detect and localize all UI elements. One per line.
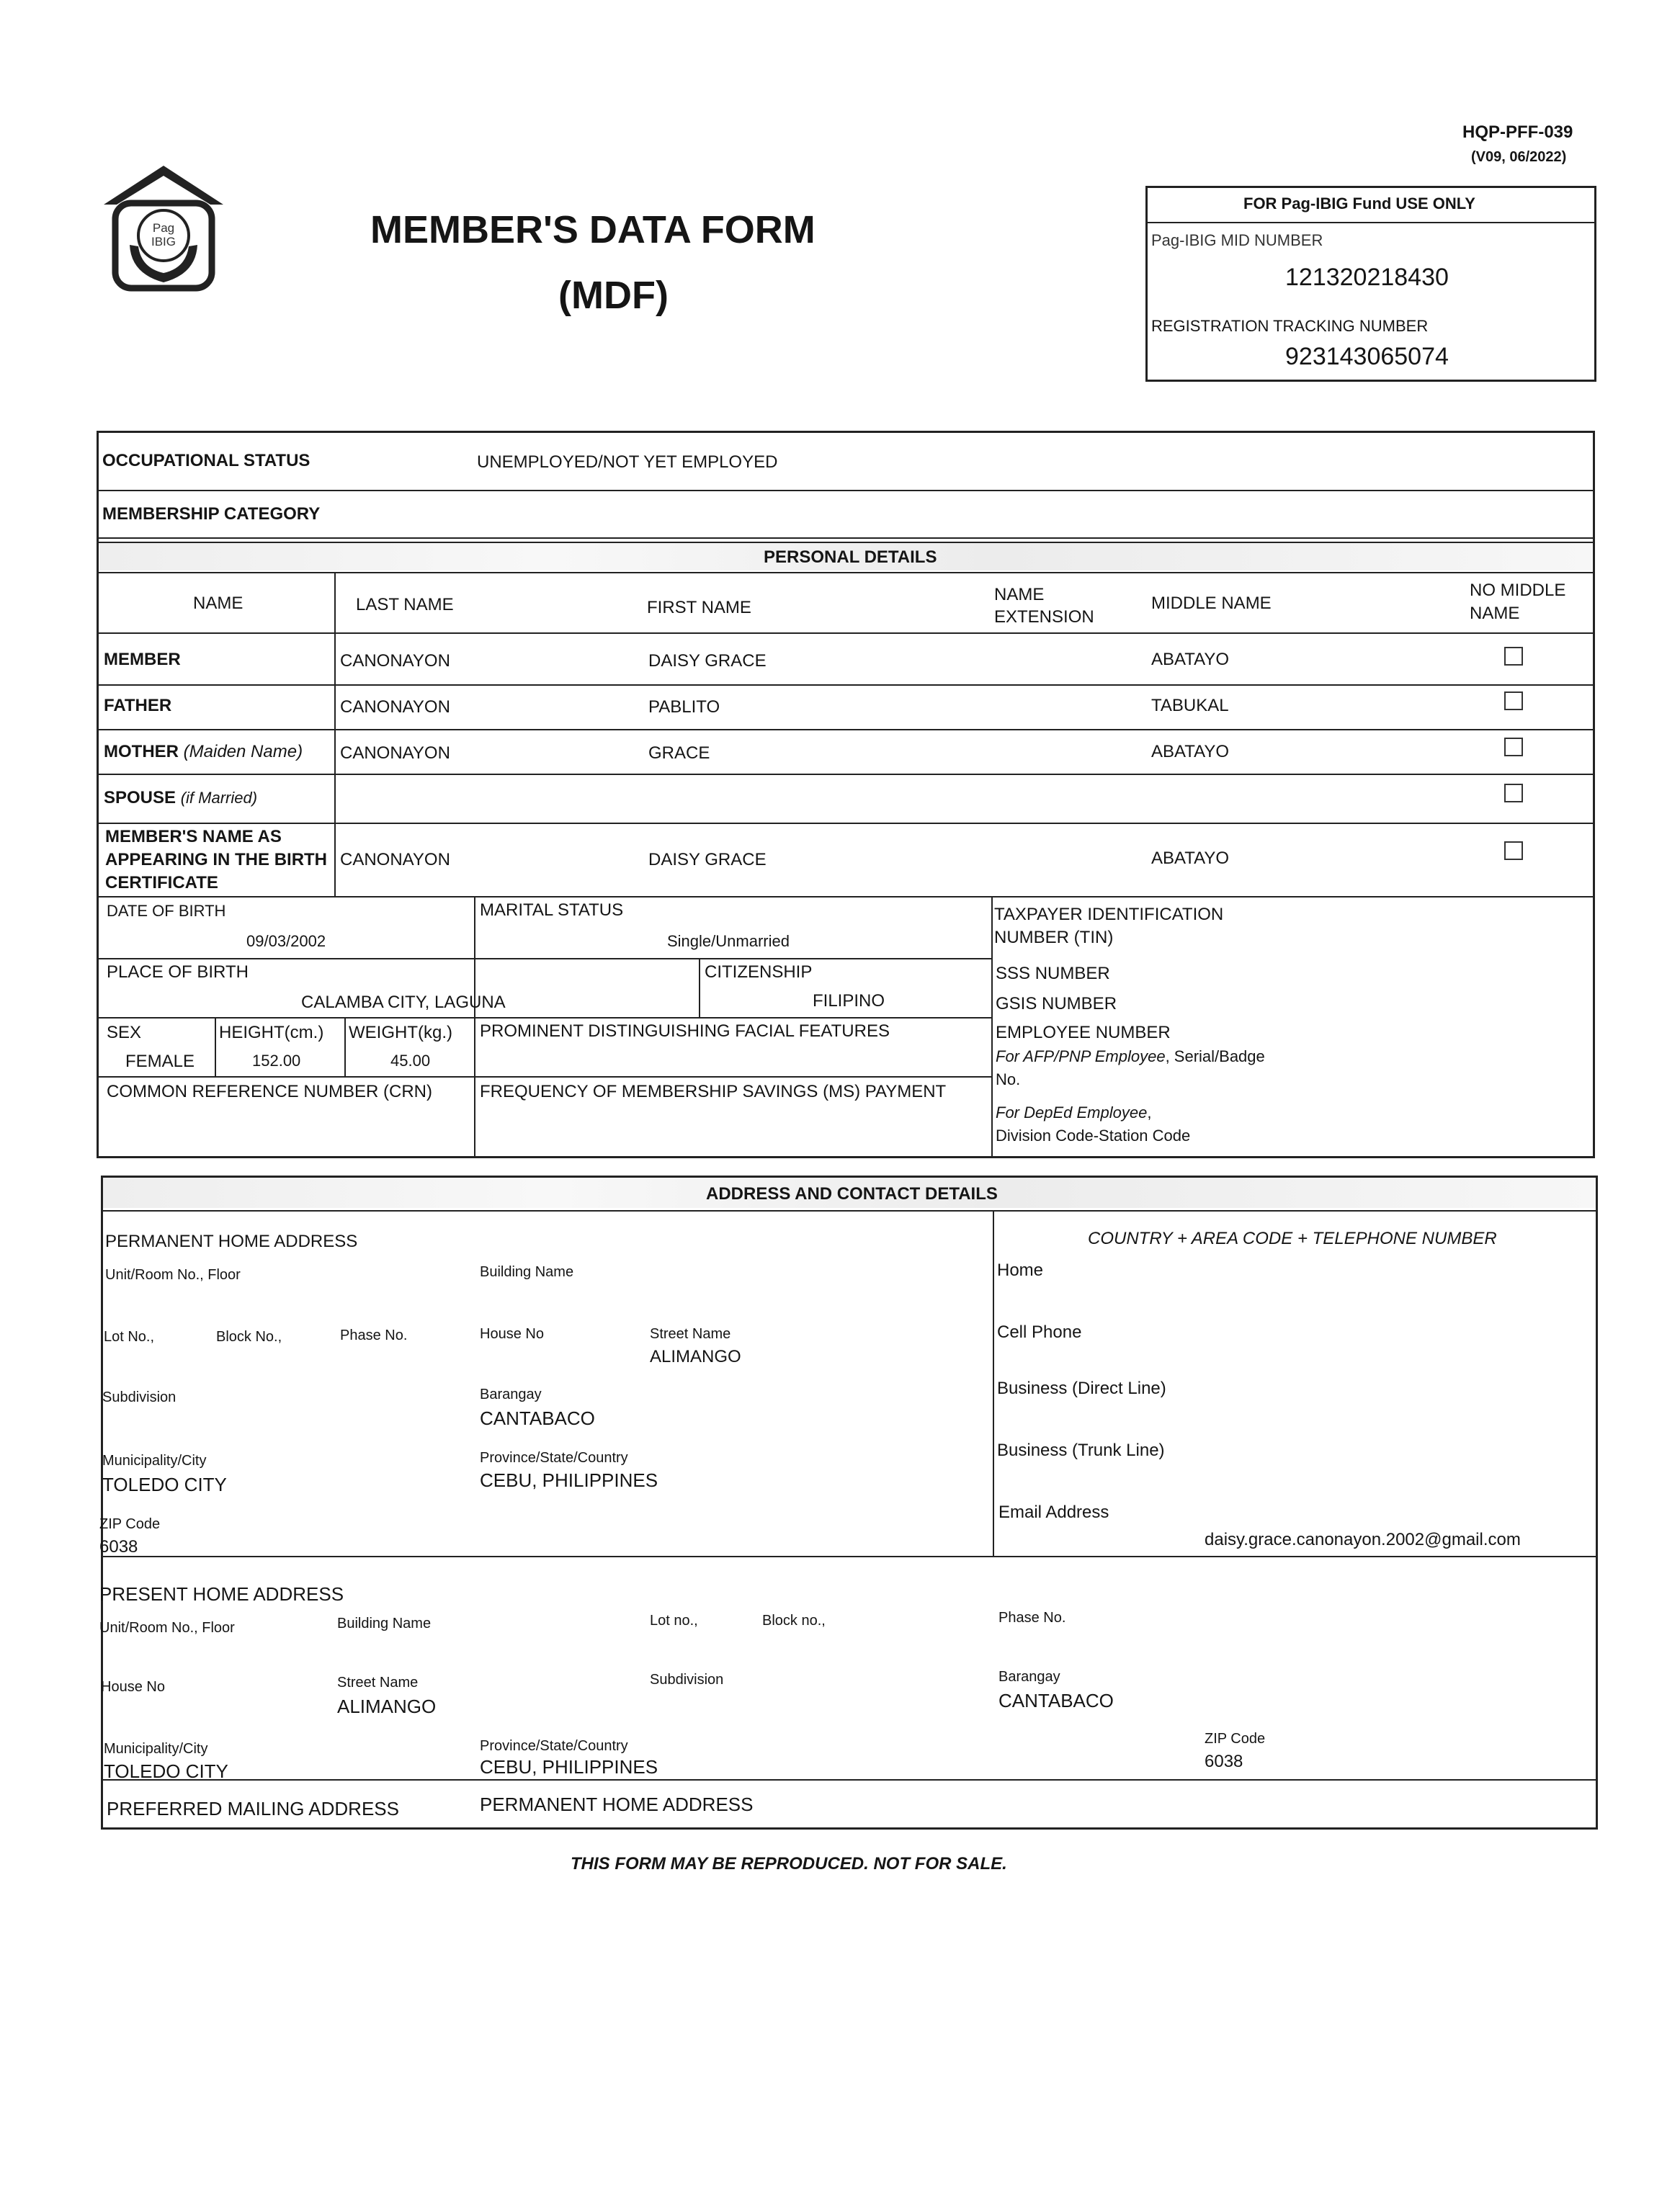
- mid-number-value: 121320218430: [1285, 264, 1449, 291]
- pres-subdivision-label: Subdivision: [650, 1672, 724, 1688]
- mother-last-name: CANONAYON: [340, 743, 450, 763]
- crn-label: COMMON REFERENCE NUMBER (CRN): [107, 1082, 432, 1101]
- pres-lot-label: Lot no.,: [650, 1613, 698, 1629]
- pres-block-label: Block no.,: [762, 1613, 826, 1629]
- employee-number-label: EMPLOYEE NUMBER: [996, 1023, 1171, 1042]
- pob-label: PLACE OF BIRTH: [107, 962, 249, 982]
- perm-municipality-label: Municipality/City: [102, 1453, 207, 1469]
- row-member-label: MEMBER: [104, 650, 181, 669]
- col-name-extension-2: EXTENSION: [994, 607, 1094, 627]
- birthcert-no-middle-name-checkbox[interactable]: [1504, 841, 1523, 860]
- citizenship-label: CITIZENSHIP: [705, 962, 813, 982]
- occupational-status-value: UNEMPLOYED/NOT YET EMPLOYED: [477, 452, 778, 472]
- pres-municipality-value: TOLEDO CITY: [104, 1760, 228, 1782]
- pres-municipality-label: Municipality/City: [104, 1741, 208, 1757]
- spouse-no-middle-name-checkbox[interactable]: [1504, 784, 1523, 802]
- form-code: HQP-PFF-039: [1462, 122, 1573, 142]
- preferred-mailing-value: PERMANENT HOME ADDRESS: [480, 1794, 754, 1815]
- pag-ibig-logo: [102, 160, 225, 297]
- membership-category-label: MEMBERSHIP CATEGORY: [102, 504, 321, 524]
- perm-subdivision-label: Subdivision: [102, 1389, 177, 1405]
- pres-province-value: CEBU, PHILIPPINES: [480, 1756, 658, 1778]
- perm-zip-value: 6038: [99, 1537, 138, 1557]
- form-version: (V09, 06/2022): [1471, 149, 1567, 165]
- weight-value: 45.00: [390, 1052, 431, 1070]
- perm-house-label: House No: [480, 1326, 544, 1342]
- mother-no-middle-name-checkbox[interactable]: [1504, 738, 1523, 756]
- pres-street-label: Street Name: [337, 1675, 419, 1691]
- perm-municipality-value: TOLEDO CITY: [102, 1474, 227, 1495]
- address-heading: ADDRESS AND CONTACT DETAILS: [706, 1184, 998, 1204]
- father-no-middle-name-checkbox[interactable]: [1504, 691, 1523, 710]
- pres-street-value: ALIMANGO: [337, 1696, 437, 1717]
- perm-phase-label: Phase No.: [340, 1328, 408, 1343]
- perm-block-label: Block No.,: [216, 1329, 282, 1345]
- personal-details-table: [97, 431, 1595, 1158]
- marital-status-label: MARITAL STATUS: [480, 900, 624, 920]
- deped-label-2: Division Code-Station Code: [996, 1127, 1191, 1145]
- weight-label: WEIGHT(kg.): [349, 1023, 452, 1042]
- pres-barangay-label: Barangay: [998, 1669, 1060, 1685]
- present-address-title: PRESENT HOME ADDRESS: [99, 1583, 344, 1605]
- height-label: HEIGHT(cm.): [219, 1023, 324, 1042]
- facial-features-label: PROMINENT DISTINGUISHING FACIAL FEATURES: [480, 1021, 890, 1041]
- tin-label-1: TAXPAYER IDENTIFICATION: [994, 905, 1224, 924]
- marital-status-value: Single/Unmarried: [667, 932, 790, 950]
- row-father-label: FATHER: [104, 696, 172, 715]
- email-value: daisy.grace.canonayon.2002@gmail.com: [1205, 1530, 1521, 1549]
- fund-use-heading: FOR Pag-IBIG Fund USE ONLY: [1243, 194, 1475, 212]
- business-trunk-label: Business (Trunk Line): [997, 1441, 1165, 1460]
- pres-zip-value: 6038: [1205, 1752, 1243, 1771]
- perm-lot-label: Lot No.,: [104, 1329, 155, 1345]
- dob-label: DATE OF BIRTH: [107, 902, 226, 920]
- member-no-middle-name-checkbox[interactable]: [1504, 647, 1523, 666]
- afp-pnp-label: For AFP/PNP Employee, Serial/Badge: [996, 1047, 1265, 1065]
- pob-value: CALAMBA CITY, LAGUNA: [301, 993, 506, 1012]
- row-mother-label: MOTHER (Maiden Name): [104, 742, 303, 761]
- member-middle-name: ABATAYO: [1151, 650, 1230, 669]
- address-contact-table: [101, 1176, 1598, 1830]
- row-spouse-note: (if Married): [180, 789, 258, 807]
- perm-barangay-label: Barangay: [480, 1387, 542, 1402]
- afp-pnp-label-2: No.: [996, 1070, 1021, 1088]
- ms-frequency-label: FREQUENCY OF MEMBERSHIP SAVINGS (MS) PAYMENT: [480, 1082, 947, 1101]
- father-middle-name: TABUKAL: [1151, 696, 1229, 715]
- perm-street-label: Street Name: [650, 1326, 731, 1342]
- col-last-name: LAST NAME: [356, 595, 454, 614]
- pres-barangay-value: CANTABACO: [998, 1690, 1114, 1711]
- business-direct-label: Business (Direct Line): [997, 1379, 1166, 1398]
- sex-label: SEX: [107, 1023, 142, 1042]
- perm-zip-label: ZIP Code: [99, 1516, 161, 1532]
- birthcert-middle-name: ABATAYO: [1151, 849, 1230, 868]
- home-phone-label: Home: [997, 1261, 1044, 1280]
- perm-street-value: ALIMANGO: [650, 1347, 741, 1366]
- svg-text:IBIG: IBIG: [151, 235, 177, 249]
- gsis-label: GSIS NUMBER: [996, 994, 1117, 1013]
- sss-label: SSS NUMBER: [996, 964, 1110, 983]
- svg-text:Pag: Pag: [152, 221, 175, 235]
- email-label: Email Address: [998, 1503, 1109, 1522]
- father-last-name: CANONAYON: [340, 697, 450, 717]
- pres-zip-label: ZIP Code: [1205, 1731, 1266, 1747]
- mother-first-name: GRACE: [648, 743, 710, 763]
- col-name-extension-1: NAME: [994, 585, 1045, 604]
- citizenship-value: FILIPINO: [813, 991, 885, 1011]
- pres-house-label: House No: [101, 1679, 165, 1695]
- col-no-middle-name-1: NO MIDDLE: [1470, 581, 1566, 600]
- member-last-name: CANONAYON: [340, 651, 450, 671]
- occupational-status-label: OCCUPATIONAL STATUS: [102, 451, 310, 470]
- birthcert-label-3: CERTIFICATE: [105, 873, 218, 892]
- dob-value: 09/03/2002: [246, 932, 326, 950]
- preferred-mailing-label: PREFERRED MAILING ADDRESS: [107, 1798, 399, 1819]
- phone-format-heading: COUNTRY + AREA CODE + TELEPHONE NUMBER: [1088, 1229, 1497, 1248]
- form-title-line2: (MDF): [558, 274, 669, 317]
- perm-barangay-value: CANTABACO: [480, 1407, 595, 1429]
- pres-province-label: Province/State/Country: [480, 1738, 628, 1754]
- row-mother-note: (Maiden Name): [183, 742, 303, 761]
- footer-note: THIS FORM MAY BE REPRODUCED. NOT FOR SALE.: [571, 1854, 1007, 1874]
- birthcert-first-name: DAISY GRACE: [648, 850, 767, 869]
- form-title-line1: MEMBER'S DATA FORM: [370, 208, 816, 251]
- pres-unit-label: Unit/Room No., Floor: [99, 1620, 235, 1636]
- pres-building-label: Building Name: [337, 1616, 432, 1631]
- col-middle-name: MIDDLE NAME: [1151, 594, 1272, 613]
- col-first-name: FIRST NAME: [647, 598, 751, 617]
- perm-province-value: CEBU, PHILIPPINES: [480, 1469, 658, 1491]
- birthcert-last-name: CANONAYON: [340, 850, 450, 869]
- birthcert-label-2: APPEARING IN THE BIRTH: [105, 850, 328, 869]
- perm-province-label: Province/State/Country: [480, 1450, 628, 1466]
- mother-middle-name: ABATAYO: [1151, 742, 1230, 761]
- perm-building-label: Building Name: [480, 1264, 574, 1280]
- row-spouse-label: SPOUSE (if Married): [104, 788, 258, 807]
- pres-phase-label: Phase No.: [998, 1610, 1066, 1626]
- height-value: 152.00: [252, 1052, 301, 1070]
- permanent-address-title: PERMANENT HOME ADDRESS: [105, 1232, 358, 1251]
- birthcert-label-1: MEMBER'S NAME AS: [105, 827, 282, 846]
- rtn-value: 923143065074: [1285, 343, 1449, 370]
- perm-unit-label: Unit/Room No., Floor: [105, 1267, 241, 1283]
- personal-details-heading: PERSONAL DETAILS: [764, 547, 937, 567]
- col-name: NAME: [193, 594, 243, 613]
- tin-label-2: NUMBER (TIN): [994, 928, 1114, 947]
- rtn-label: REGISTRATION TRACKING NUMBER: [1151, 317, 1429, 335]
- col-no-middle-name-2: NAME: [1470, 604, 1520, 623]
- mid-number-label: Pag-IBIG MID NUMBER: [1151, 231, 1323, 249]
- cell-phone-label: Cell Phone: [997, 1322, 1082, 1342]
- father-first-name: PABLITO: [648, 697, 720, 717]
- member-first-name: DAISY GRACE: [648, 651, 767, 671]
- deped-label: For DepEd Employee,: [996, 1104, 1152, 1122]
- sex-value: FEMALE: [125, 1052, 195, 1071]
